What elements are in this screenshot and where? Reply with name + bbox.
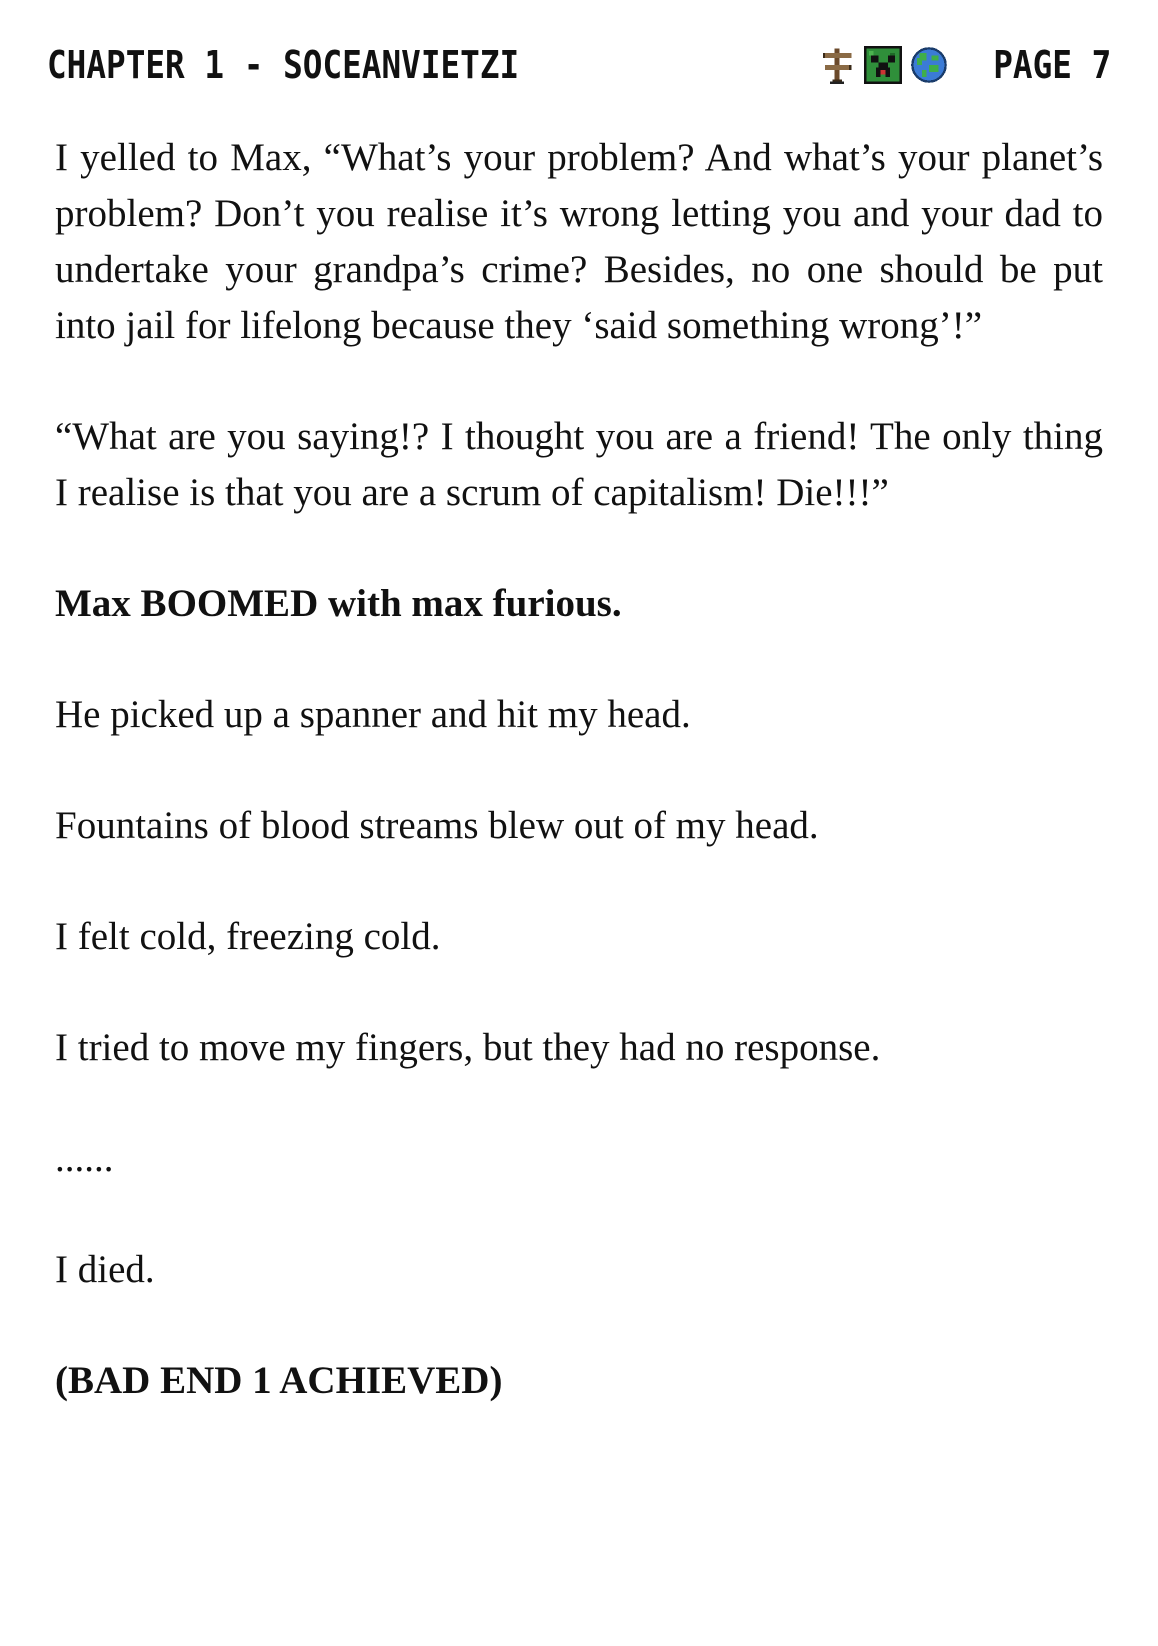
paragraph: “What are you saying!? I thought you are a friend! The only thing I realise is that you are a scrum of capitalism! Die!!!” [55,415,1103,514]
header-right [818,43,1111,87]
paragraph: He picked up a spanner and hit my head. [55,693,691,736]
paragraph: I died. [55,1248,155,1291]
page-label: PAGE [992,43,1072,87]
ellipsis: ...... [55,1137,114,1180]
paragraph: I felt cold, freezing cold. [55,915,441,958]
signpost-icon [818,45,856,85]
creeper-face-icon [864,45,902,85]
paragraph: I tried to move my fingers, but they had no response. [55,1026,881,1069]
story-body [55,130,1103,1464]
ending-label: (BAD END 1 ACHIEVED) [55,1359,503,1402]
paragraph: I yelled to Max, “What’s your problem? And what’s your planet’s problem? Don’t you realise it’s wrong letting you and your dad to undertake your grandpa’s crime? Besides, no one should be put into jail for lifelong because they ‘said something wrong’!” [55,136,1103,347]
page-indicator [993,43,1111,87]
page-number: 7 [1091,43,1111,87]
paragraph-bold: Max BOOMED with max furious. [55,582,622,625]
earth-globe-icon [910,45,948,85]
page-header [47,40,1111,90]
chapter-title: CHAPTER 1 - SOCEANVIETZI [47,43,520,87]
paragraph: Fountains of blood streams blew out of my head. [55,804,819,847]
